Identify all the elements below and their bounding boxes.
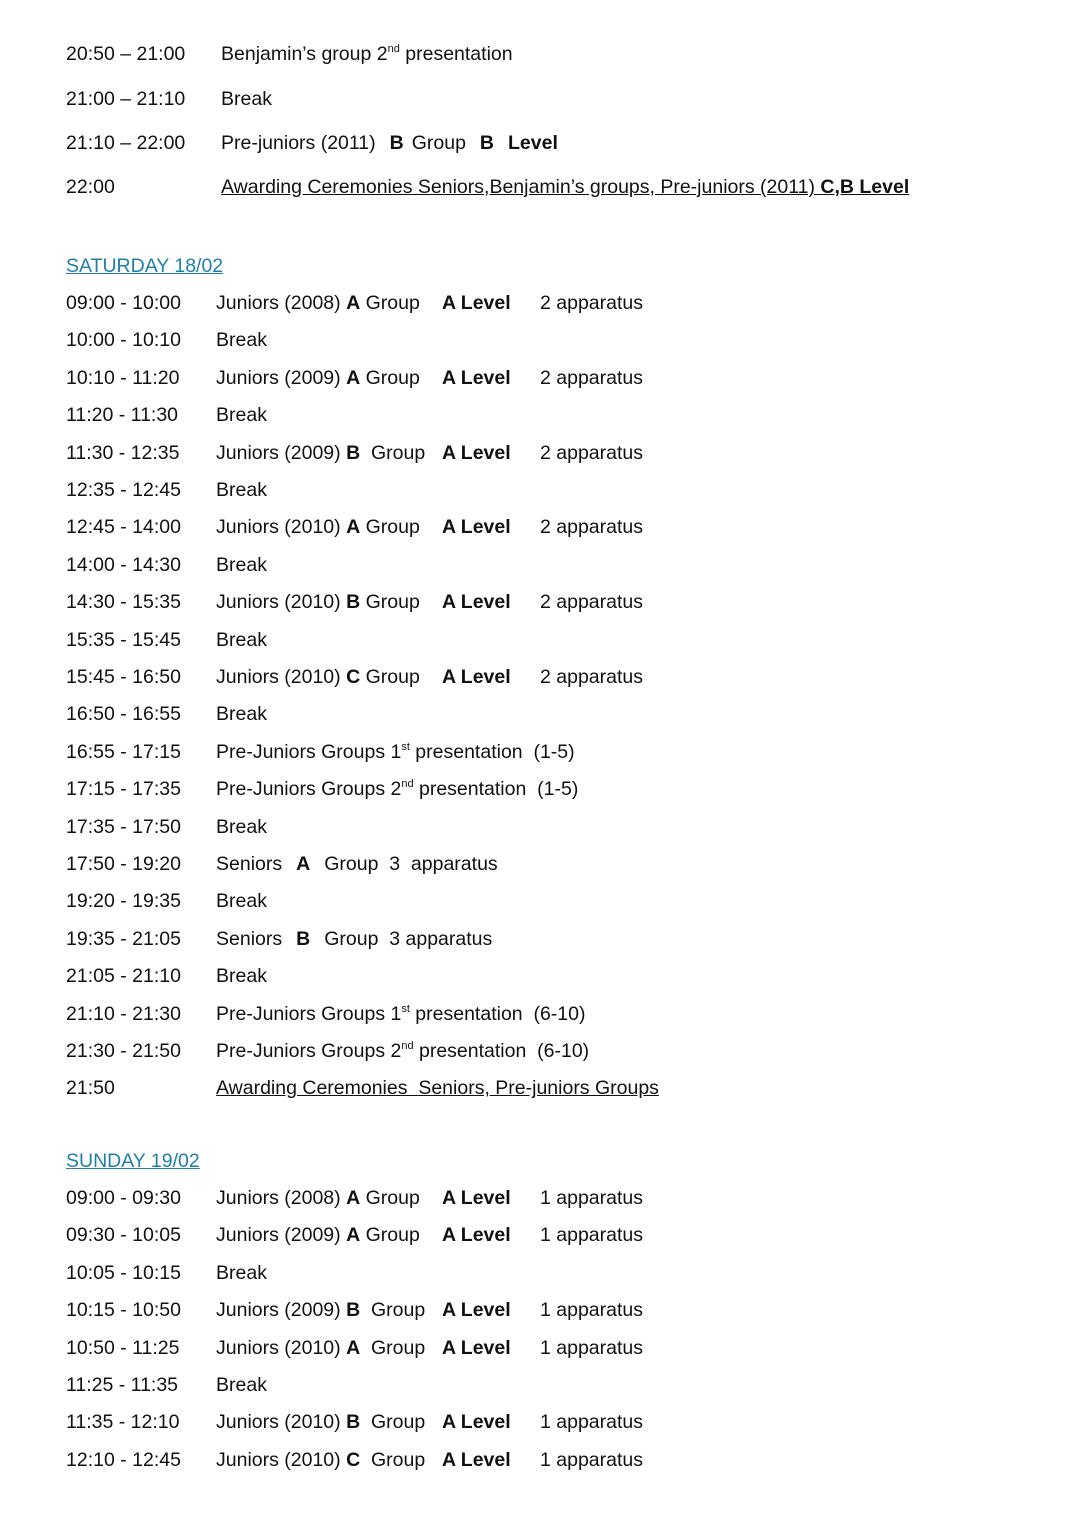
time-slot: 17:35 - 17:50 <box>66 815 181 838</box>
time-slot: 17:50 - 19:20 <box>66 853 181 875</box>
category: Juniors (2010) C Group <box>216 666 420 688</box>
time-slot: 15:35 - 15:45 <box>66 628 181 651</box>
apparatus: 2 apparatus <box>540 516 643 539</box>
apparatus: 1 apparatus <box>540 1411 643 1434</box>
time-slot: 09:00 - 09:30 <box>66 1187 181 1209</box>
event-description <box>216 665 643 689</box>
apparatus: 1 apparatus <box>540 1336 643 1359</box>
time-slot: 17:15 - 17:35 <box>66 778 181 801</box>
time-slot: 21:05 - 21:10 <box>66 965 181 988</box>
apparatus: 2 apparatus <box>540 292 643 314</box>
event-description: Pre-Juniors Groups 2nd presentation (1-5) <box>216 778 579 801</box>
apparatus: 1 apparatus <box>540 1299 643 1322</box>
level: A Level <box>442 366 511 389</box>
time-slot: 10:15 - 10:50 <box>66 1299 181 1322</box>
category: Juniors (2010) B Group <box>216 591 420 614</box>
event-description <box>216 366 643 390</box>
time-slot: 21:30 - 21:50 <box>66 1040 181 1062</box>
time-slot: 10:50 - 11:25 <box>66 1336 180 1359</box>
event-description: Pre-Juniors Groups 2nd presentation (6-10) <box>216 1040 590 1062</box>
event-description <box>216 1410 643 1434</box>
time-slot: 11:25 - 11:35 <box>66 1374 179 1396</box>
day-heading-saturday: SATURDAY 18/02 <box>66 255 224 277</box>
category: Juniors (2009) B Group <box>216 441 426 464</box>
event-description <box>216 1186 643 1210</box>
time-slot: 14:00 - 14:30 <box>66 553 181 576</box>
level: A Level <box>442 666 511 688</box>
apparatus: 2 apparatus <box>540 666 643 688</box>
break-label: Break <box>216 890 267 913</box>
time-slot: 11:30 - 12:35 <box>66 441 180 464</box>
time-slot: 12:35 - 12:45 <box>66 479 181 501</box>
category: Juniors (2009) A Group <box>216 1224 420 1247</box>
category: Juniors (2010) C Group <box>216 1448 426 1471</box>
time-slot: 12:45 - 14:00 <box>66 516 181 539</box>
time-slot: 21:00 – 21:10 <box>66 88 186 110</box>
apparatus: 1 apparatus <box>540 1224 643 1247</box>
category: Juniors (2010) A Group <box>216 1336 426 1359</box>
break-label: Break <box>216 479 267 501</box>
break-label: Break <box>216 703 267 726</box>
time-slot: 12:10 - 12:45 <box>66 1448 181 1471</box>
time-slot: 21:10 - 21:30 <box>66 1002 181 1025</box>
break-label: Break <box>216 553 267 576</box>
break-label: Break <box>216 1374 267 1396</box>
event-description <box>216 441 643 465</box>
apparatus: 2 apparatus <box>540 591 643 614</box>
level: A Level <box>442 441 511 464</box>
break-label: Break <box>216 404 267 427</box>
level: A Level <box>442 292 511 314</box>
level: A Level <box>442 1299 511 1322</box>
level: A Level <box>442 1411 511 1434</box>
event-description: Benjamin’s group 2nd presentation <box>221 43 513 65</box>
event-description <box>216 1448 643 1472</box>
time-slot: 15:45 - 16:50 <box>66 666 181 688</box>
category: Juniors (2010) B Group <box>216 1411 426 1434</box>
time-slot: 19:20 - 19:35 <box>66 890 181 913</box>
level: A Level <box>442 591 511 614</box>
time-slot: 21:10 – 22:00 <box>66 132 186 154</box>
apparatus: 2 apparatus <box>540 441 643 464</box>
break-label: Break <box>216 815 267 838</box>
time-slot: 09:00 - 10:00 <box>66 292 181 314</box>
time-slot: 20:50 – 21:00 <box>66 43 186 65</box>
event-description <box>216 1223 643 1247</box>
time-slot: 16:55 - 17:15 <box>66 740 181 763</box>
break-label: Break <box>216 628 267 651</box>
level: A Level <box>442 1448 511 1471</box>
event-description <box>216 1298 643 1322</box>
break-label: Break <box>216 329 267 352</box>
awarding-ceremony: Awarding Ceremonies Seniors,Benjamin’s groups, Pre-juniors (2011) C,B Level <box>221 176 910 198</box>
time-slot: 16:50 - 16:55 <box>66 703 181 726</box>
time-slot: 11:35 - 12:10 <box>66 1411 180 1434</box>
apparatus: 1 apparatus <box>540 1187 643 1209</box>
time-slot: 14:30 - 15:35 <box>66 591 181 614</box>
break-label: Break <box>216 1261 267 1284</box>
time-slot: 22:00 <box>66 176 115 198</box>
event-description: Pre-Juniors Groups 1st presentation (1-5) <box>216 740 575 763</box>
level: A Level <box>442 1224 511 1247</box>
apparatus: 2 apparatus <box>540 366 643 389</box>
event-description <box>216 590 643 614</box>
break-label: Break <box>216 965 267 988</box>
awarding-ceremony: Awarding Ceremonies Seniors, Pre-juniors Groups <box>216 1077 659 1100</box>
event-description: Pre-juniors (2011) B Group B Level <box>221 132 558 154</box>
category: Juniors (2008) A Group <box>216 1187 420 1209</box>
time-slot: 10:00 - 10:10 <box>66 329 181 352</box>
level: A Level <box>442 516 511 539</box>
time-slot: 19:35 - 21:05 <box>66 927 181 950</box>
category: Juniors (2009) A Group <box>216 366 420 389</box>
time-slot: 21:50 <box>66 1077 115 1100</box>
day-heading-sunday: SUNDAY 19/02 <box>66 1150 200 1172</box>
apparatus: 1 apparatus <box>540 1448 643 1471</box>
event-description <box>216 1336 643 1360</box>
category: Juniors (2008) A Group <box>216 292 420 314</box>
event-description: Seniors A Group 3 apparatus <box>216 853 498 875</box>
time-slot: 10:05 - 10:15 <box>66 1261 181 1284</box>
event-description: Seniors B Group 3 apparatus <box>216 927 493 950</box>
event-description: Pre-Juniors Groups 1st presentation (6-10) <box>216 1002 586 1025</box>
event-description <box>216 291 643 315</box>
event-description: Break <box>221 88 272 110</box>
level: A Level <box>442 1336 511 1359</box>
event-description <box>216 515 643 539</box>
category: Juniors (2010) A Group <box>216 516 420 539</box>
category: Juniors (2009) B Group <box>216 1299 426 1322</box>
time-slot: 10:10 - 11:20 <box>66 366 180 389</box>
level: A Level <box>442 1187 511 1209</box>
time-slot: 09:30 - 10:05 <box>66 1224 181 1247</box>
time-slot: 11:20 - 11:30 <box>66 404 179 427</box>
